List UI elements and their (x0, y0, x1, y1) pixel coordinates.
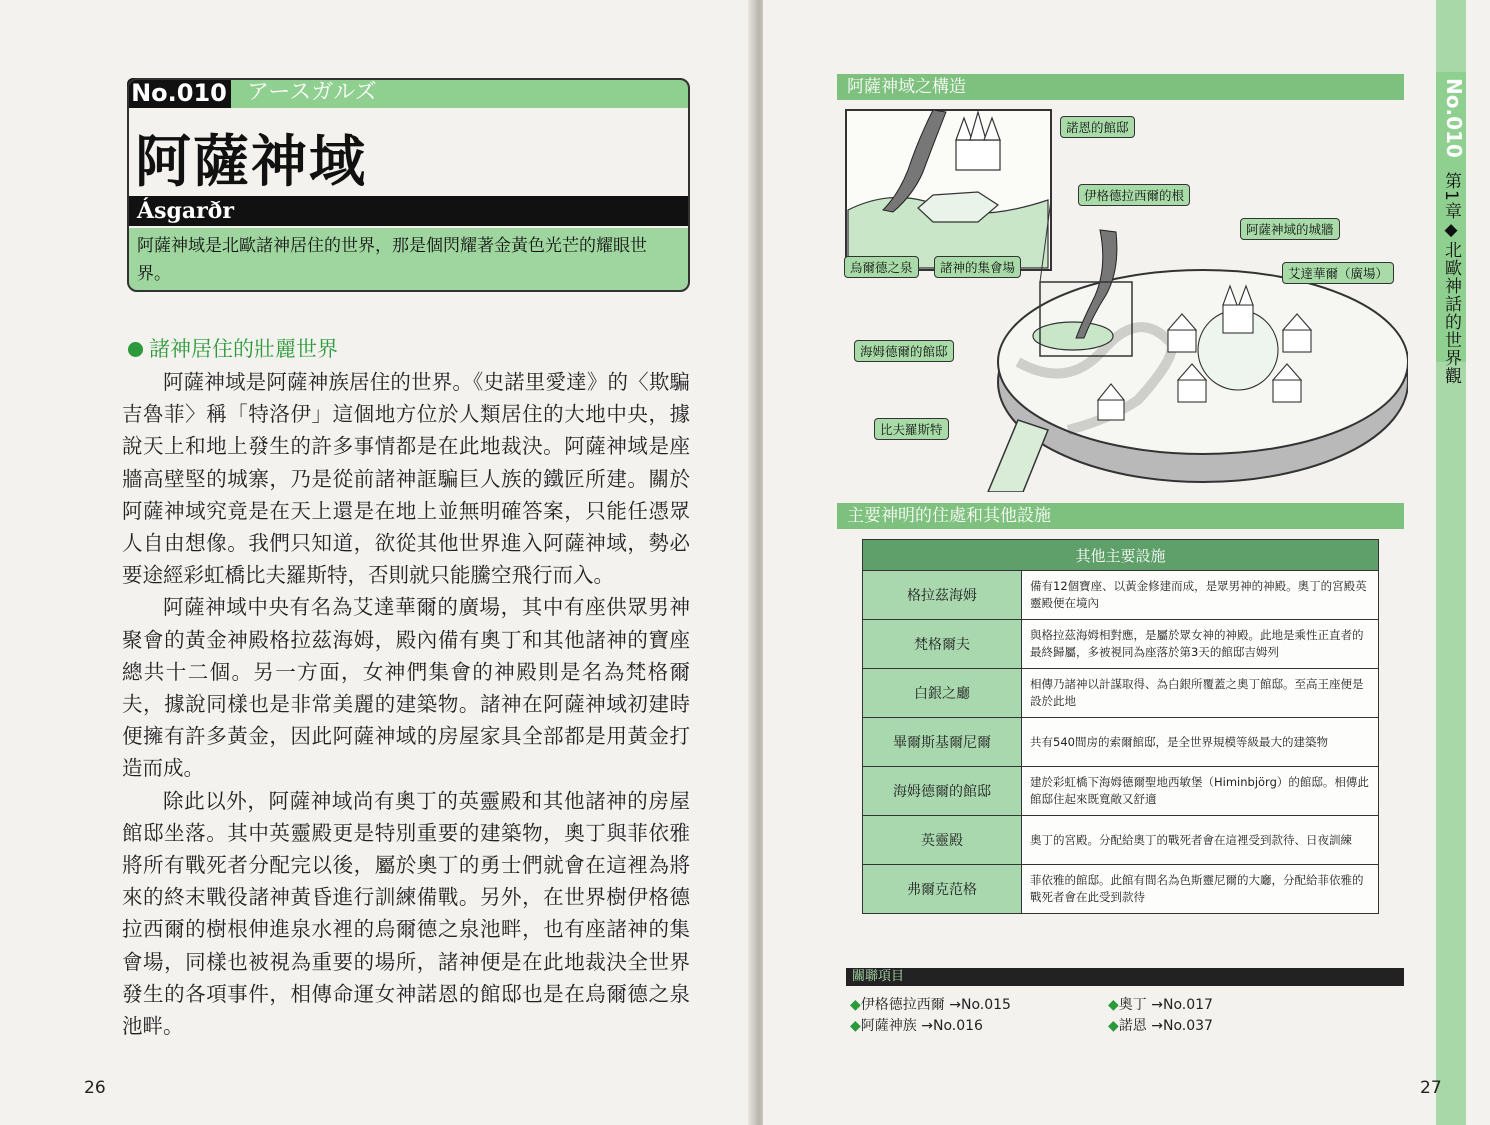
ref-name: 伊格德拉西爾 (860, 997, 945, 1013)
label-yggdrasil-root: 伊格德拉西爾的根 (1078, 184, 1190, 206)
section-heading-text: 諸神居住的壯麗世界 (149, 337, 338, 361)
diamond-icon: ◆ (850, 1018, 861, 1034)
paragraph-2: 阿薩神域中央有名為艾達華爾的廣場，其中有座供眾男神聚會的黃金神殿格拉茲海姆，殿內備有奧丁和其他諸神的寶座總共十二個。另一方面，女神們集會的神殿則是名為梵格爾夫，據說同樣也是非常美麗的建築物。諸神在阿薩神域初建時便擁有許多黃金，因此阿薩神域的房屋家具全部都是用黃金打造而成。 (122, 595, 690, 781)
table-header: 其他主要設施 (863, 540, 1379, 571)
table-row (863, 620, 1379, 669)
entry-number: No.010 (127, 78, 231, 108)
facility-desc: 與格拉茲海姆相對應，是屬於眾女神的神殿。此地是乘性正直者的最終歸屬，多被視同為座落於第3天的館邸吉姆列 (1022, 620, 1379, 669)
ref-number: No.015 (960, 997, 1011, 1013)
bullet-dot-icon (128, 342, 143, 357)
paragraph-1: 阿薩神域是阿薩神族居住的世界。《史諾里愛達》的〈欺騙吉魯菲〉稱「特洛伊」這個地方位於人類居住的大地中央，據說天上和地上發生的許多事情都是在此地裁決。阿薩神域是座牆高壁堅的城寨，乃是從前諸神誆騙巨人族的鐵匠所建。關於阿薩神域究竟是在天上還是在地上並無明確答案，只能任憑眾人自由想像。我們只知道，欲從其他世界進入阿薩神域，勢必要途經彩虹橋比夫羅斯特，否則就只能騰空飛行而入。 (122, 370, 690, 588)
facility-desc: 建於彩虹橋下海姆德爾聖地西敏堡（Himinbjörg）的館邸。相傳此館邸住起來既寬敞又舒適 (1022, 767, 1379, 816)
facility-name: 弗爾克范格 (863, 865, 1022, 914)
facility-name: 白銀之廳 (863, 669, 1022, 718)
facility-desc: 菲依雅的館邸。此館有間名為色斯靈尼爾的大廳，分配給菲依雅的戰死者會在此受到款待 (1022, 865, 1379, 914)
ref-name: 諾恩 (1118, 1018, 1147, 1034)
label-idavoll: 艾達華爾（廣場） (1282, 262, 1394, 284)
diamond-icon: ◆ (1108, 1018, 1119, 1034)
section-heading (128, 333, 338, 363)
side-tab-number: No.010 (1442, 78, 1466, 158)
body-text (122, 366, 690, 1042)
facility-name: 畢爾斯基爾尼爾 (863, 718, 1022, 767)
table-row (863, 767, 1379, 816)
entry-latin-name: Ásgarðr (127, 196, 690, 226)
facility-name: 梵格爾夫 (863, 620, 1022, 669)
entry-title: 阿薩神域 (135, 130, 367, 195)
page-number-left: 26 (84, 1078, 106, 1098)
entry-kana: アースガルズ (247, 80, 377, 105)
label-norn: 諾恩的館邸 (1060, 116, 1135, 138)
related-items-bar (846, 968, 1404, 986)
bifrost-bridge (988, 420, 1048, 492)
ref-number: No.037 (1162, 1018, 1213, 1034)
facility-name: 海姆德爾的館邸 (863, 767, 1022, 816)
ref-name: 阿薩神族 (860, 1018, 917, 1034)
entry-summary: 阿薩神域是北歐諸神居住的世界，那是個閃耀著金黃色光芒的耀眼世界。 (127, 228, 690, 292)
entry-header (127, 78, 690, 292)
table-header-row (863, 540, 1379, 571)
label-urd: 烏爾德之泉 (844, 256, 919, 278)
facility-desc: 共有540間房的索爾館邸，是全世界規模等級最大的建築物 (1022, 718, 1379, 767)
disc-spring (1033, 322, 1113, 350)
diamond-icon: ◆ (1108, 997, 1119, 1013)
table-section-band: 主要神明的住處和其他設施 (837, 503, 1404, 529)
related-ref[interactable]: ◆伊格德拉西爾 →No.015 (850, 997, 1011, 1013)
label-bifrost: 比夫羅斯特 (874, 418, 949, 440)
label-wall: 阿薩神域的城牆 (1240, 218, 1340, 240)
related-ref[interactable]: ◆阿薩神族 →No.016 (850, 1018, 983, 1034)
side-tab-chapter: 第1章◆北歐神話的世界觀 (1441, 172, 1461, 385)
label-assembly: 諸神的集會場 (934, 256, 1021, 278)
label-heimdall: 海姆德爾的館邸 (854, 340, 954, 362)
paragraph-3: 除此以外，阿薩神域尚有奧丁的英靈殿和其他諸神的房屋館邸坐落。其中英靈殿更是特別重要的建築物，奧丁與菲依雅將所有戰死者分配完以後，屬於奧丁的勇士們就會在這裡為將來的終末戰役諸神黃昏進行訓練備戰。另外，在世界樹伊格德拉西爾的樹根伸進泉水裡的烏爾德之泉池畔，也有座諸神的集會場，同樣也被視為重要的場所，諸神便是在此地裁決全世界發生的各項事件，相傳命運女神諾恩的館邸也是在烏爾德之泉池畔。 (122, 788, 690, 1039)
table-row (863, 816, 1379, 865)
facilities-table (862, 539, 1379, 914)
ref-number: No.016 (932, 1018, 983, 1034)
table-row (863, 571, 1379, 620)
table-row (863, 718, 1379, 767)
facility-name: 格拉茲海姆 (863, 571, 1022, 620)
table-row (863, 669, 1379, 718)
related-ref[interactable]: ◆奧丁 →No.017 (1108, 997, 1213, 1013)
facility-desc: 奧丁的宮殿。分配給奧丁的戰死者會在這裡受到款待、日夜訓練 (1022, 816, 1379, 865)
facility-name: 英靈殿 (863, 816, 1022, 865)
facility-desc: 相傳乃諸神以計謀取得、為白銀所覆蓋之奧丁館邸。至高王座便是設於此地 (1022, 669, 1379, 718)
inset-norn-house (956, 112, 1000, 170)
page-number-right: 27 (1420, 1078, 1442, 1098)
diagram-title-band: 阿薩神域之構造 (837, 74, 1404, 100)
ref-number: No.017 (1162, 997, 1213, 1013)
asgard-diagram (838, 100, 1408, 492)
table-row (863, 865, 1379, 914)
diamond-icon: ◆ (850, 997, 861, 1013)
facility-desc: 備有12個寶座、以黃金修建而成，是眾男神的神殿。奧丁的宮殿英靈殿便在境內 (1022, 571, 1379, 620)
related-ref[interactable]: ◆諾恩 →No.037 (1108, 1018, 1213, 1034)
ref-name: 奧丁 (1118, 997, 1147, 1013)
related-items-title: 關聯項目 (852, 969, 905, 984)
